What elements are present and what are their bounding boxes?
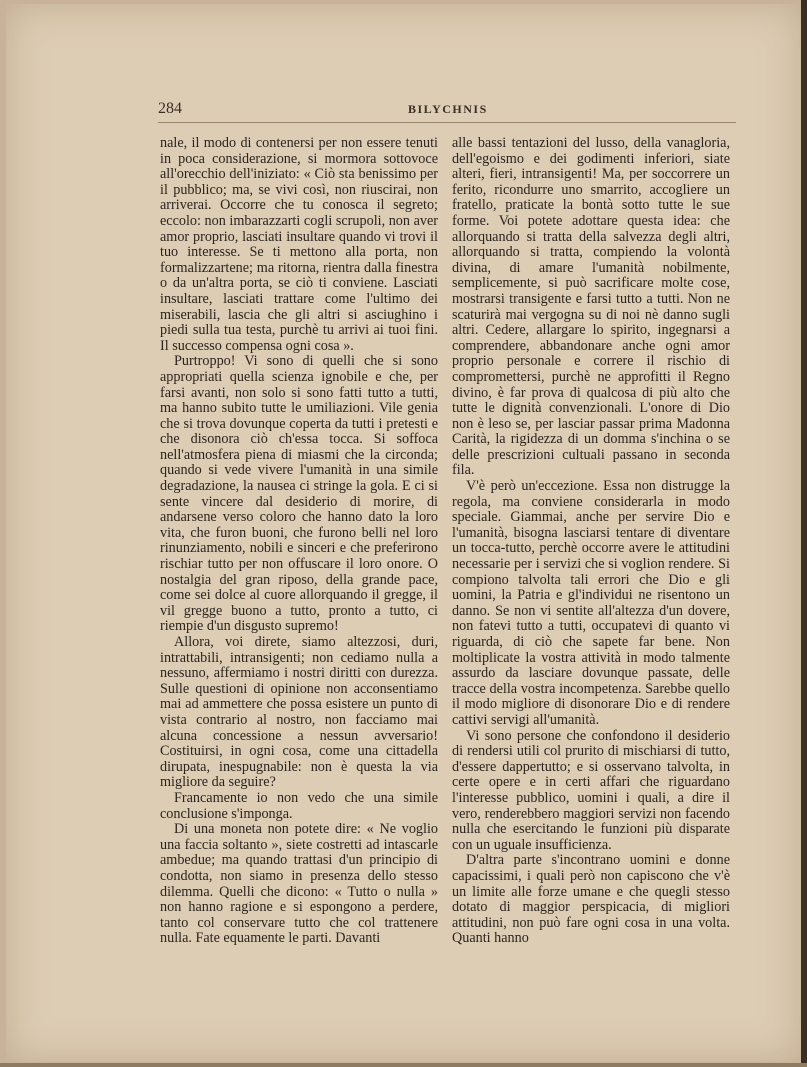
paragraph: D'altra parte s'incontrano uomini e donne capacissimi, i quali però non capiscono che v'è un limite alle forze umane e che quegli stesso dotato di maggior perspicacia, di migliori attitudini, non può fare ogni cosa in una volta. Quanti hanno [452, 852, 730, 947]
paragraph: alle bassi tentazioni del lusso, della vanagloria, dell'egoismo e dei godimenti inferiori, siate alteri, fieri, intransigenti! Ma, per soccorrere un ferito, ricondurre uno smarrito, accogliere un fratello, praticate la bontà sotto tutte le sue forme. Voi potete adottare questa idea: che allorquando si tratta della salvezza degli altri, allorquando si tratta, compiendo la volontà divina, di amare l'umanità nobilmente, semplicemente, si può sacrificare molte cose, mostrarsi transigente e farsi tutto a tutti. Non ne scaturirà mai vergogna su di noi nè danno sugli altri. Cedere, allargare lo spirito, ingegnarsi a comprendere, abbandonare anche ogni amor proprio personale e correre il rischio di compromettersi, purchè ne approfitti il Regno divino, è far prova di qualcosa di più alto che tutte le dignità convenzionali. L'onore di Dio non è leso se, per lasciar passar prima Madonna Carità, la rigidezza di un domma s'inchina o se delle prescrizioni cultuali passano in seconda fila. [452, 135, 730, 479]
running-title: BILYCHNIS [408, 102, 488, 116]
paragraph: Francamente io non vedo che una simile conclusione s'imponga. [160, 789, 438, 822]
paragraph: V'è però un'eccezione. Essa non distrugge la regola, ma conviene considerarla in modo speciale. Giammai, anche per servire Dio e l'umanità, bisogna lasciarsi tentare di diventare un tocca-tutto, perchè occorre avere le attitudini necessarie per i servizi che si voglion rendere. Si compiono talvolta tali errori che Dio e gli uomini, la Patria e gl'individui ne risentono un danno. Se non vi sentite all'altezza d'un dovere, non fatevi tutto a tutti, occupatevi di quanto vi riguarda, di ciò che sapete far bene. Non moltiplicate la vostra attività in modo talmente assurdo da lasciare dovunque passate, delle tracce della vostra incompetenza. Sarebbe quello il modo migliore di disonorare Dio e di rendere cattivi servigi all'umanità. [452, 478, 730, 728]
paragraph: Purtroppo! Vi sono di quelli che si sono appropriati quella scienza ignobile e che, per farsi avanti, non solo si sono fatti tutto a tutti, ma hanno subito tutte le umiliazioni. Vile genia che si trova dovunque coperta da tutti i pretesti e che disonora ciò ch'essa tocca. Si soffoca nell'atmosfera piena di miasmi che la circonda; quando si vede vivere l'umanità in una simile degradazione, la nausea ci stringe la gola. E ci si sente vincere dal desiderio di morire, di andarsene verso coloro che hanno dato la loro vita, che furon buoni, che furono belli nel loro rinunziamento, nobili e sinceri e che preferirono rischiar tutto per non offuscare il loro onore. O nostalgia del gran riposo, della grande pace, come sei dolce al cuore allorquando il gregge, il vil gregge buono a tutto, pronto a tutto, ci riempie d'un disgusto supremo! [160, 353, 438, 635]
paragraph: Allora, voi direte, siamo altezzosi, duri, intrattabili, intransigenti; non cediamo nulla a nessuno, affermiamo i nostri diritti con durezza. Sulle questioni di opinione non acconsentiamo mai ad ammettere che possa esistere un punto di vista contrario al nostro, non facciamo mai alcuna concessione a nessun avversario! Costituirsi, in ogni cosa, come una cittadella dirupata, inespugnabile: non è questa la via migliore da seguire? [160, 634, 438, 791]
header-rule [158, 122, 736, 123]
right-column [452, 136, 730, 947]
paragraph: Vi sono persone che confondono il desiderio di rendersi utili col prurito di mischiarsi di tutto, d'essere dappertutto; e si osservano talvolta, in certe opere e in certi affari che riguardano l'interesse pubblico, uomini i quali, a dire il vero, renderebbero maggiori servizi non facendo nulla che esercitando le funzioni più disparate con un uguale insufficienza. [452, 727, 730, 853]
paragraph: Di una moneta non potete dire: « Ne voglio una faccia soltanto », siete costretti ad intascarle ambedue; ma quando trattasi d'un principio di condotta, non siamo in presenza dello stesso dilemma. Quelli che dicono: « Tutto o nulla » non hanno ragione e si espongono a perdere, tanto col conservare tutto che col trattenere nulla. Fate equamente le parti. Davanti [160, 821, 438, 947]
page-edge-shadow [801, 0, 807, 1067]
page-header [158, 100, 736, 120]
page-bottom-edge [0, 1063, 807, 1067]
page-number: 284 [158, 100, 182, 117]
left-column [160, 136, 438, 947]
paragraph: nale, il modo di contenersi per non essere tenuti in poca considerazione, si mormora sottovoce all'orecchio dell'iniziato: « Ciò sta benissimo per il pubblico; ma, se vivi così, non riuscirai, non arriverai. Occorre che tu conosca il segreto; eccolo: non imbarazzarti cogli scrupoli, non aver amor proprio, lasciati insultare quando vi trovi il tuo interesse. Se ti mettono alla porta, non formalizzartene; ma ritorna, rientra dalla finestra o da un'altra porta, se ciò ti conviene. Lasciati insultare, lasciati trattare come l'ultimo dei miserabili, lascia che gli altri si asciughino i piedi sulla tua testa, purchè tu arrivi ai tuoi fini. Il successo compensa ogni cosa ». [160, 135, 438, 354]
